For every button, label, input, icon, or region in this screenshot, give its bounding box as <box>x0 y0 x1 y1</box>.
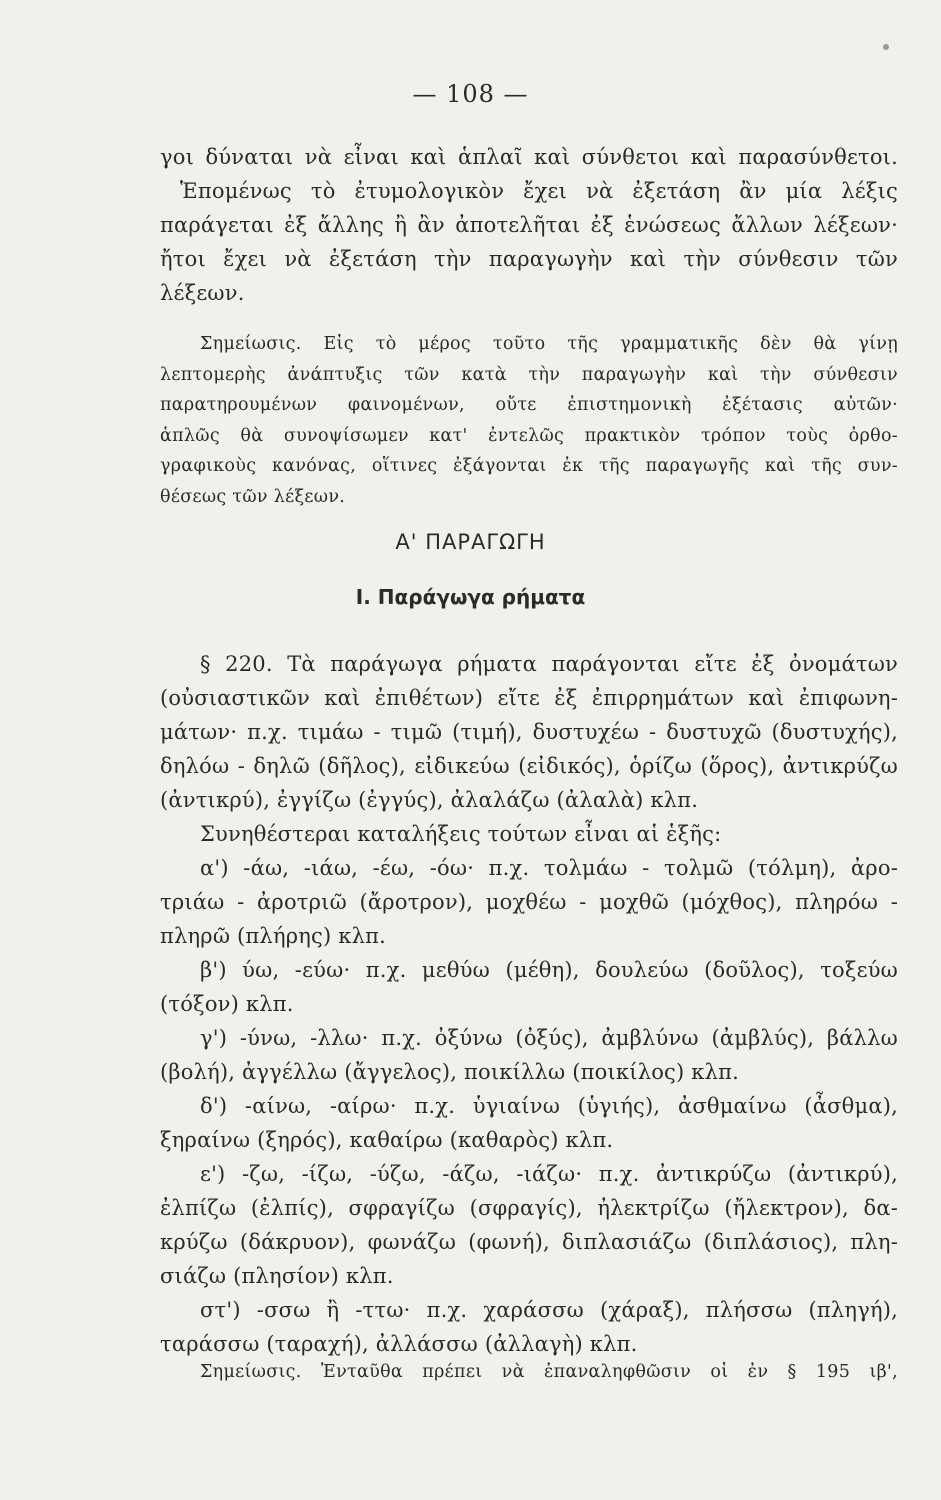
text-line: παρατηρουμένων φαινομένων, οὔτε ἐπιστημονικὴ ἐξέτασις αὐτῶν· <box>160 395 898 415</box>
text-line: κρύζω (δάκρυον), φωνάζω (φωνή), διπλασιάζω (διπλάσιος), πλη- <box>160 1230 898 1254</box>
paragraph-intro <box>160 140 898 310</box>
text-line: στ') -σσω ἢ -ττω· π.χ. χαράσσω (χάραξ), πλήσσω (πληγή), <box>200 1298 898 1322</box>
text-line: Ἑπομένως τὸ ἐτυμολογικὸν ἔχει νὰ ἐξετάση ἂν μία λέξις <box>180 179 898 203</box>
text-line: α') -άω, -ιάω, -έω, -όω· π.χ. τολμάω - τολμῶ (τόλμη), ἀρο- <box>200 856 898 880</box>
text-line: Συνηθέστεραι καταλήξεις τούτων εἶναι αἱ ἑξῆς: <box>200 822 722 846</box>
text-line: ἤτοι ἔχει νὰ ἐξετάση τὴν παραγωγὴν καὶ τὴν σύνθεσιν τῶν <box>160 247 898 271</box>
text-line: γοι δύναται νὰ εἶναι καὶ ἁπλαῖ καὶ σύνθετοι καὶ παρασύνθετοι. <box>160 145 898 169</box>
text-line: ἐλπίζω (ἐλπίς), σφραγίζω (σφραγίς), ἠλεκτρίζω (ἤλεκτρον), δα- <box>160 1196 898 1220</box>
text-line: ε') -ζω, -ίζω, -ύζω, -άζω, -ιάζω· π.χ. ἀντικρύζω (ἀντικρύ), <box>200 1162 898 1186</box>
page-number: — 108 — <box>412 80 529 108</box>
note-paragraph <box>160 329 898 512</box>
text-line: (ἀντικρύ), ἐγγίζω (ἐγγύς), ἀλαλάζω (ἀλαλὰ) κλπ. <box>160 788 699 812</box>
paragraph-220 <box>160 647 898 1361</box>
text-line: μάτων· π.χ. τιμάω - τιμῶ (τιμή), δυστυχέω - δυστυχῶ (δυστυχής), <box>160 720 898 744</box>
text-line: (βολή), ἀγγέλλω (ἄγγελος), ποικίλλω (ποικίλος) κλπ. <box>160 1060 739 1084</box>
text-line: παράγεται ἐξ ἄλλης ἢ ἂν ἀποτελῆται ἐξ ἑνώσεως ἄλλων λέξεων· <box>160 213 898 237</box>
text-line: ξηραίνω (ξηρός), καθαίρω (καθαρὸς) κλπ. <box>160 1128 614 1152</box>
text-line: τριάω - ἀροτριῶ (ἄροτρον), μοχθέω - μοχθῶ (μόχθος), πληρόω - <box>160 890 898 914</box>
text-line: (οὐσιαστικῶν καὶ ἐπιθέτων) εἴτε ἐξ ἐπιρρημάτων καὶ ἐπιφωνη- <box>160 686 898 710</box>
text-line: Σημείωσις. Ἐνταῦθα πρέπει νὰ ἐπαναληφθῶσιν οἱ ἐν § 195 ιβ', <box>200 1362 898 1382</box>
text-line: γραφικοὺς κανόνας, οἵτινες ἐξάγονται ἐκ τῆς παραγωγῆς καὶ τῆς συν- <box>160 456 898 476</box>
subsection-heading: I. Παράγωγα ρήματα <box>355 585 586 609</box>
text-line: λέξεων. <box>160 281 245 305</box>
text-line: δηλόω - δηλῶ (δῆλος), εἰδικεύω (εἰδικός), ὁρίζω (ὅρος), ἀντικρύζω <box>160 754 898 778</box>
text-line: ταράσσω (ταραχή), ἀλλάσσω (ἀλλαγὴ) κλπ. <box>160 1332 638 1356</box>
section-heading: Α' ΠΑΡΑΓΩΓΗ <box>395 530 546 554</box>
page-speck <box>883 44 889 50</box>
note-paragraph-bottom <box>160 1357 898 1388</box>
text-line: γ') -ύνω, -λλω· π.χ. ὀξύνω (ὀξύς), ἀμβλύνω (ἀμβλύς), βάλλω <box>200 1026 898 1050</box>
text-line: β') ύω, -εύω· π.χ. μεθύω (μέθη), δουλεύω (δοῦλος), τοξεύω <box>200 958 898 982</box>
text-line: § 220. Τὰ παράγωγα ρήματα παράγονται εἴτε ἐξ ὀνομάτων <box>200 652 898 676</box>
text-line: δ') -αίνω, -αίρω· π.χ. ὑγιαίνω (ὑγιής), ἀσθμαίνω (ἆσθμα), <box>200 1094 898 1118</box>
text-line: σιάζω (πλησίον) κλπ. <box>160 1264 394 1288</box>
text-line: Σημείωσις. Εἰς τὸ μέρος τοῦτο τῆς γραμματικῆς δὲν θὰ γίνῃ <box>200 334 898 354</box>
text-line: πληρῶ (πλήρης) κλπ. <box>160 924 386 948</box>
text-line: ἁπλῶς θὰ συνοψίσωμεν κατ' ἐντελῶς πρακτικὸν τρόπον τοὺς ὀρθο- <box>160 425 898 446</box>
text-line: θέσεως τῶν λέξεων. <box>160 486 346 507</box>
text-line: (τόξον) κλπ. <box>160 992 294 1016</box>
text-line: λεπτομερὴς ἀνάπτυξις τῶν κατὰ τὴν παραγωγὴν καὶ τὴν σύνθεσιν <box>160 364 898 385</box>
